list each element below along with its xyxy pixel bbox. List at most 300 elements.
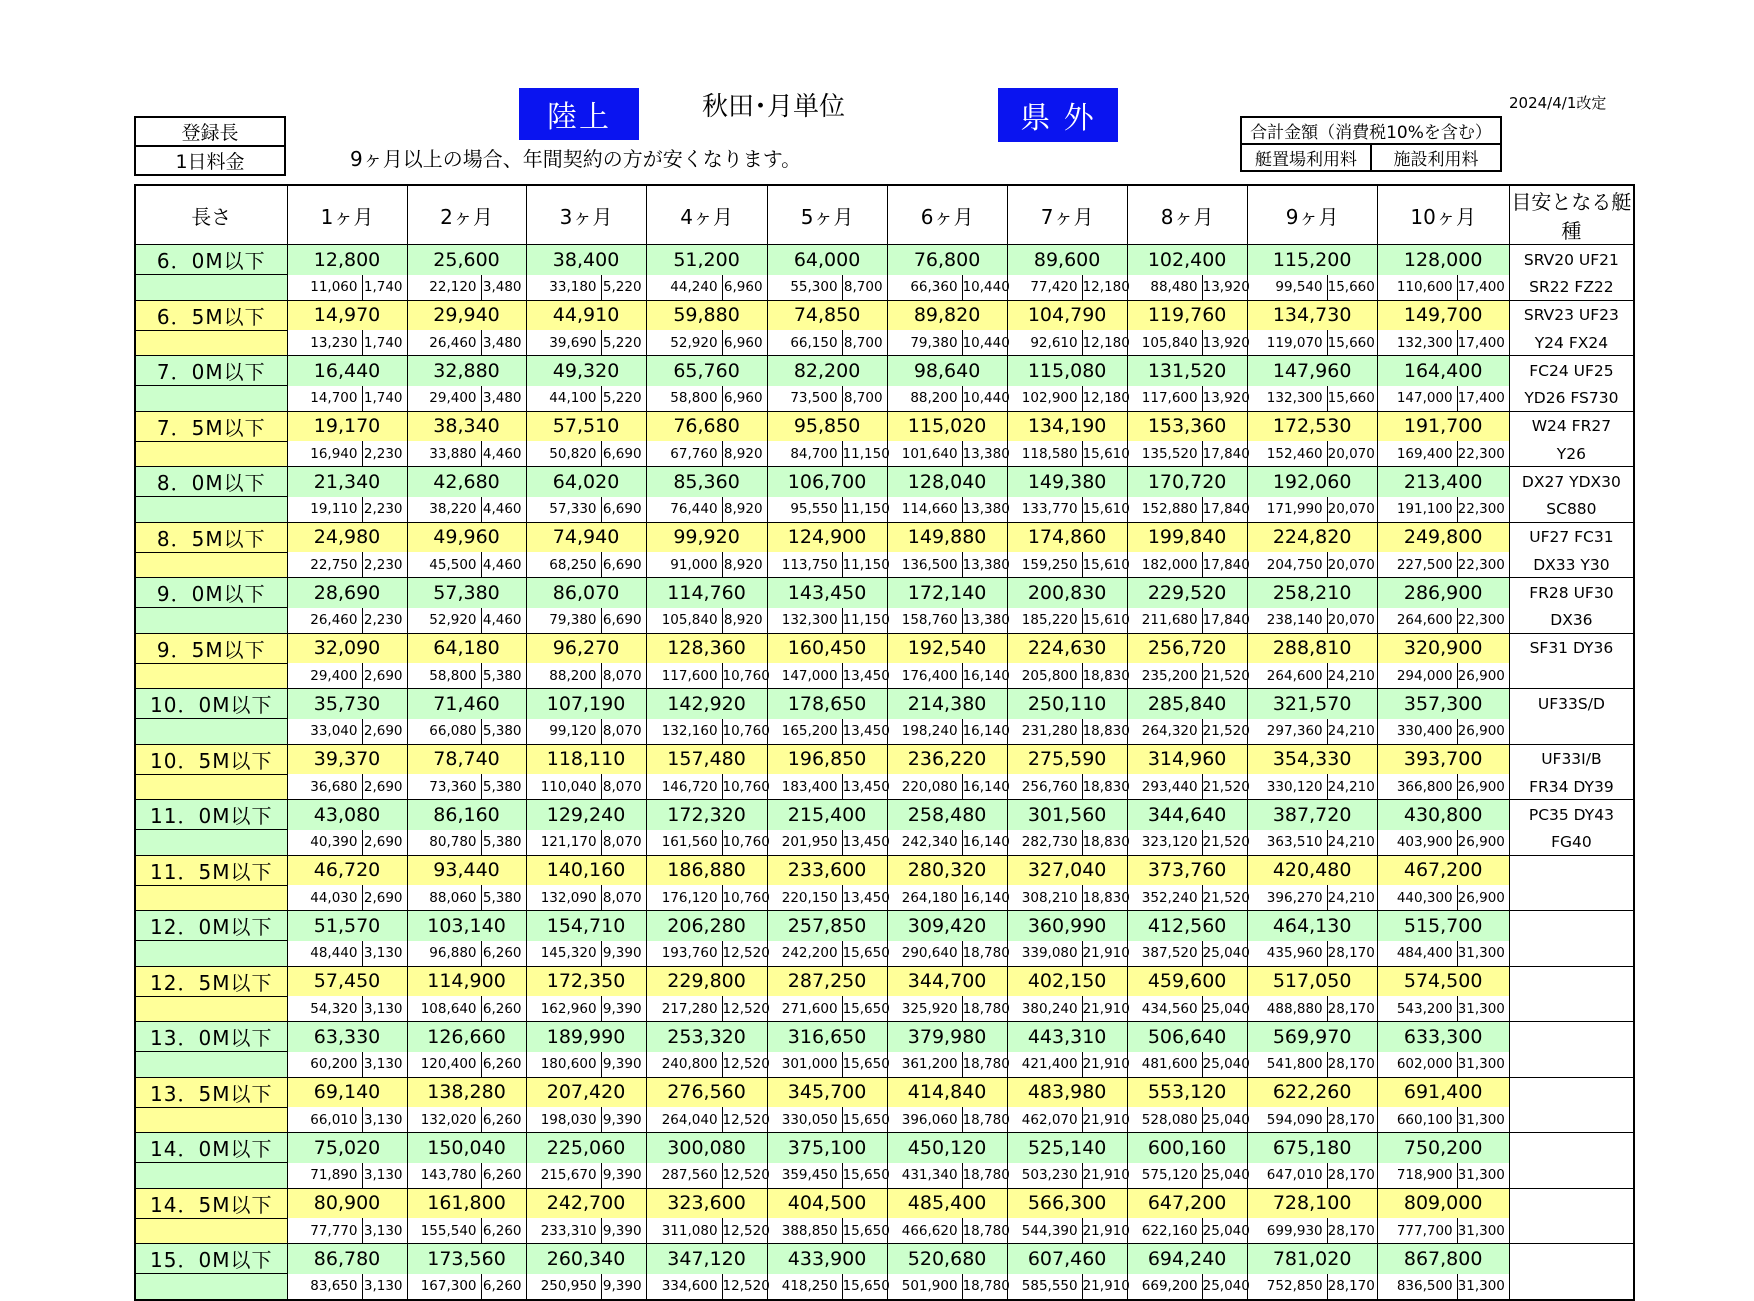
facility-fee-cell: 15,650 <box>842 941 887 967</box>
total-cell: 300,080 <box>646 1133 767 1163</box>
total-cell: 314,960 <box>1127 744 1247 774</box>
berth-fee-cell: 110,040 <box>526 774 601 800</box>
facility-fee-cell: 26,900 <box>1457 719 1509 745</box>
facility-fee-cell: 13,920 <box>1202 386 1247 412</box>
facility-fee-cell: 6,260 <box>481 996 526 1022</box>
facility-fee-cell: 17,840 <box>1202 552 1247 578</box>
total-cell: 114,760 <box>646 578 767 608</box>
total-cell: 38,340 <box>407 411 526 441</box>
berth-fee-cell: 66,010 <box>287 1107 362 1133</box>
length-cell: 13．0M以下 <box>135 1022 287 1052</box>
berth-fee-cell: 264,600 <box>1247 663 1327 689</box>
boat-type-cell: DX36 <box>1509 608 1634 634</box>
facility-fee-cell: 5,380 <box>481 830 526 856</box>
boat-type-cell <box>1509 1133 1634 1163</box>
berth-fee-cell: 33,180 <box>526 275 601 301</box>
table-row <box>135 800 1634 830</box>
total-cell: 154,710 <box>526 911 646 941</box>
berth-fee-cell: 80,780 <box>407 830 481 856</box>
total-cell: 86,070 <box>526 578 646 608</box>
column-header: 6ヶ月 <box>887 185 1007 245</box>
boat-type-cell <box>1509 911 1634 941</box>
facility-fee-cell: 15,660 <box>1327 275 1377 301</box>
total-cell: 115,080 <box>1007 356 1127 386</box>
table-row <box>135 911 1634 941</box>
facility-fee-cell: 8,070 <box>601 663 646 689</box>
facility-fee-cell: 2,690 <box>362 830 407 856</box>
table-row <box>135 1244 1634 1274</box>
length-cell: 11．5M以下 <box>135 855 287 885</box>
berth-fee-cell: 183,400 <box>767 774 842 800</box>
boat-type-cell <box>1509 663 1634 689</box>
berth-fee-cell: 132,020 <box>407 1107 481 1133</box>
total-cell: 142,920 <box>646 689 767 719</box>
total-cell: 285,840 <box>1127 689 1247 719</box>
total-cell: 99,920 <box>646 522 767 552</box>
total-cell: 354,330 <box>1247 744 1377 774</box>
length-sub-cell <box>135 1218 287 1244</box>
berth-fee-cell: 330,400 <box>1377 719 1457 745</box>
total-cell: 115,020 <box>887 411 1007 441</box>
boat-type-cell <box>1509 996 1634 1022</box>
facility-fee-cell: 15,610 <box>1082 552 1127 578</box>
facility-fee-cell: 6,260 <box>481 1163 526 1189</box>
facility-fee-cell: 21,520 <box>1202 885 1247 911</box>
facility-fee-cell: 18,830 <box>1082 885 1127 911</box>
facility-fee-cell: 25,040 <box>1202 1052 1247 1078</box>
facility-fee-cell: 5,380 <box>481 663 526 689</box>
berth-fee-cell: 193,760 <box>646 941 722 967</box>
total-cell: 320,900 <box>1377 633 1509 663</box>
total-cell: 42,680 <box>407 467 526 497</box>
total-cell: 236,220 <box>887 744 1007 774</box>
berth-fee-cell: 88,060 <box>407 885 481 911</box>
total-cell: 157,480 <box>646 744 767 774</box>
facility-fee-cell: 12,520 <box>722 1163 767 1189</box>
facility-fee-cell: 13,450 <box>842 774 887 800</box>
facility-fee-cell: 15,650 <box>842 1274 887 1300</box>
length-sub-cell <box>135 386 287 412</box>
total-cell: 633,300 <box>1377 1022 1509 1052</box>
berth-fee-cell: 622,160 <box>1127 1218 1202 1244</box>
berth-fee-cell: 58,800 <box>407 663 481 689</box>
length-sub-cell <box>135 774 287 800</box>
total-cell: 280,320 <box>887 855 1007 885</box>
total-cell: 51,570 <box>287 911 407 941</box>
berth-fee-cell: 403,900 <box>1377 830 1457 856</box>
column-header: 目安となる艇種 <box>1509 185 1634 245</box>
berth-fee-cell: 133,770 <box>1007 497 1082 523</box>
table-subrow <box>135 497 1634 523</box>
boat-type-cell: Y24 FX24 <box>1509 330 1634 356</box>
berth-fee-cell: 325,920 <box>887 996 962 1022</box>
boat-type-cell: PC35 DY43 <box>1509 800 1634 830</box>
facility-fee-cell: 10,760 <box>722 885 767 911</box>
facility-fee-cell: 6,260 <box>481 1218 526 1244</box>
facility-fee-cell: 5,380 <box>481 885 526 911</box>
facility-fee-cell: 13,450 <box>842 719 887 745</box>
total-cell: 404,500 <box>767 1188 887 1218</box>
total-cell: 172,320 <box>646 800 767 830</box>
facility-fee-cell: 13,380 <box>962 552 1007 578</box>
total-cell: 32,090 <box>287 633 407 663</box>
facility-fee-cell: 22,300 <box>1457 608 1509 634</box>
total-cell: 178,650 <box>767 689 887 719</box>
berth-fee-cell: 220,080 <box>887 774 962 800</box>
facility-fee-cell: 6,260 <box>481 1052 526 1078</box>
table-subrow <box>135 774 1634 800</box>
facility-fee-cell: 6,960 <box>722 330 767 356</box>
berth-fee-cell: 594,090 <box>1247 1107 1327 1133</box>
length-cell: 6．0M以下 <box>135 245 287 275</box>
berth-fee-cell: 132,300 <box>1247 386 1327 412</box>
facility-fee-cell: 18,780 <box>962 941 1007 967</box>
berth-fee-cell: 45,500 <box>407 552 481 578</box>
berth-fee-cell: 380,240 <box>1007 996 1082 1022</box>
boat-type-cell: FG40 <box>1509 830 1634 856</box>
total-cell: 327,040 <box>1007 855 1127 885</box>
berth-fee-cell: 132,300 <box>767 608 842 634</box>
berth-fee-cell: 836,500 <box>1377 1274 1457 1300</box>
total-cell: 750,200 <box>1377 1133 1509 1163</box>
berth-fee-cell: 176,400 <box>887 663 962 689</box>
boat-type-cell: DX33 Y30 <box>1509 552 1634 578</box>
length-cell: 10．0M以下 <box>135 689 287 719</box>
berth-fee-cell: 167,300 <box>407 1274 481 1300</box>
total-cell: 59,880 <box>646 300 767 330</box>
facility-fee-cell: 28,170 <box>1327 941 1377 967</box>
berth-fee-cell: 435,960 <box>1247 941 1327 967</box>
table-row <box>135 633 1634 663</box>
berth-fee-cell: 264,180 <box>887 885 962 911</box>
berth-fee-cell: 48,440 <box>287 941 362 967</box>
facility-fee-cell: 10,440 <box>962 275 1007 301</box>
length-cell: 7．5M以下 <box>135 411 287 441</box>
facility-fee-cell: 15,650 <box>842 996 887 1022</box>
berth-fee-cell: 73,360 <box>407 774 481 800</box>
facility-fee-cell: 31,300 <box>1457 1274 1509 1300</box>
berth-fee-cell: 293,440 <box>1127 774 1202 800</box>
total-cell: 63,330 <box>287 1022 407 1052</box>
land-label: 陸上 <box>519 88 639 140</box>
boat-type-cell: FR28 UF30 <box>1509 578 1634 608</box>
revised-date: 2024/4/1改定 <box>1509 94 1607 112</box>
facility-fee-cell: 6,260 <box>481 1107 526 1133</box>
total-cell: 242,700 <box>526 1188 646 1218</box>
total-cell: 76,800 <box>887 245 1007 275</box>
total-cell: 14,970 <box>287 300 407 330</box>
facility-fee-cell: 31,300 <box>1457 941 1509 967</box>
length-sub-cell <box>135 830 287 856</box>
total-cell: 387,720 <box>1247 800 1377 830</box>
boat-type-cell: Y26 <box>1509 441 1634 467</box>
column-header: 8ヶ月 <box>1127 185 1247 245</box>
berth-fee-cell: 161,560 <box>646 830 722 856</box>
total-cell: 443,310 <box>1007 1022 1127 1052</box>
berth-fee-cell: 66,360 <box>887 275 962 301</box>
facility-fee-cell: 24,210 <box>1327 830 1377 856</box>
facility-fee-cell: 2,230 <box>362 552 407 578</box>
facility-fee-cell: 21,910 <box>1082 996 1127 1022</box>
berth-fee-cell: 752,850 <box>1247 1274 1327 1300</box>
facility-fee-cell: 16,140 <box>962 719 1007 745</box>
berth-fee-cell: 544,390 <box>1007 1218 1082 1244</box>
berth-fee-cell: 339,080 <box>1007 941 1082 967</box>
berth-fee-cell: 250,950 <box>526 1274 601 1300</box>
facility-fee-cell: 6,690 <box>601 497 646 523</box>
table-row <box>135 411 1634 441</box>
facility-fee-cell: 21,910 <box>1082 1107 1127 1133</box>
length-cell: 13．5M以下 <box>135 1077 287 1107</box>
facility-fee-cell: 9,390 <box>601 1163 646 1189</box>
length-sub-cell <box>135 497 287 523</box>
total-cell: 76,680 <box>646 411 767 441</box>
total-cell: 138,280 <box>407 1077 526 1107</box>
facility-fee-cell: 5,380 <box>481 719 526 745</box>
table-subrow <box>135 441 1634 467</box>
total-cell: 82,200 <box>767 356 887 386</box>
total-cell: 215,400 <box>767 800 887 830</box>
berth-fee-cell: 543,200 <box>1377 996 1457 1022</box>
berth-fee-cell: 575,120 <box>1127 1163 1202 1189</box>
total-cell: 160,450 <box>767 633 887 663</box>
total-cell: 483,980 <box>1007 1077 1127 1107</box>
facility-fee-cell: 2,690 <box>362 663 407 689</box>
length-sub-cell <box>135 885 287 911</box>
total-cell: 224,630 <box>1007 633 1127 663</box>
total-cell: 119,760 <box>1127 300 1247 330</box>
boat-type-cell: DX27 YDX30 <box>1509 467 1634 497</box>
facility-fee-cell: 16,140 <box>962 663 1007 689</box>
facility-fee-cell: 16,140 <box>962 885 1007 911</box>
facility-fee-cell: 31,300 <box>1457 996 1509 1022</box>
berth-fee-cell: 159,250 <box>1007 552 1082 578</box>
berth-fee-cell: 180,600 <box>526 1052 601 1078</box>
boat-type-cell <box>1509 966 1634 996</box>
berth-fee-cell: 84,700 <box>767 441 842 467</box>
berth-fee-cell: 669,200 <box>1127 1274 1202 1300</box>
facility-fee-cell: 9,390 <box>601 941 646 967</box>
facility-fee-cell: 15,650 <box>842 1052 887 1078</box>
table-row <box>135 855 1634 885</box>
berth-fee-cell: 67,760 <box>646 441 722 467</box>
table-row <box>135 300 1634 330</box>
berth-fee-cell: 205,800 <box>1007 663 1082 689</box>
facility-fee-cell: 3,130 <box>362 1274 407 1300</box>
table-row <box>135 966 1634 996</box>
registered-length-label: 登録長 <box>135 117 285 146</box>
berth-fee-cell: 330,120 <box>1247 774 1327 800</box>
berth-fee-cell: 40,390 <box>287 830 362 856</box>
berth-fee-cell: 91,000 <box>646 552 722 578</box>
facility-fee-cell: 2,230 <box>362 608 407 634</box>
boat-type-cell <box>1509 1107 1634 1133</box>
facility-fee-cell: 21,520 <box>1202 774 1247 800</box>
total-cell: 126,660 <box>407 1022 526 1052</box>
total-cell: 375,100 <box>767 1133 887 1163</box>
berth-fee-cell: 171,990 <box>1247 497 1327 523</box>
total-cell: 43,080 <box>287 800 407 830</box>
total-cell: 102,400 <box>1127 245 1247 275</box>
facility-fee-cell: 5,220 <box>601 330 646 356</box>
facility-fee-cell: 9,390 <box>601 996 646 1022</box>
total-cell: 186,880 <box>646 855 767 885</box>
total-cell: 485,400 <box>887 1188 1007 1218</box>
berth-fee-cell: 26,460 <box>287 608 362 634</box>
berth-fee-cell: 58,800 <box>646 386 722 412</box>
column-header: 7ヶ月 <box>1007 185 1127 245</box>
total-cell: 147,960 <box>1247 356 1377 386</box>
table-subrow <box>135 1052 1634 1078</box>
berth-fee-cell: 158,760 <box>887 608 962 634</box>
berth-fee-cell: 44,100 <box>526 386 601 412</box>
berth-fee-cell: 308,210 <box>1007 885 1082 911</box>
facility-fee-cell: 10,760 <box>722 719 767 745</box>
berth-fee-cell: 311,080 <box>646 1218 722 1244</box>
total-cell: 515,700 <box>1377 911 1509 941</box>
facility-fee-cell: 18,780 <box>962 1163 1007 1189</box>
berth-fee-cell: 79,380 <box>887 330 962 356</box>
total-cell: 149,700 <box>1377 300 1509 330</box>
berth-fee-cell: 152,460 <box>1247 441 1327 467</box>
total-cell: 344,700 <box>887 966 1007 996</box>
berth-fee-cell: 83,650 <box>287 1274 362 1300</box>
total-cell: 189,990 <box>526 1022 646 1052</box>
facility-fee-cell: 8,920 <box>722 552 767 578</box>
facility-fee-cell: 4,460 <box>481 497 526 523</box>
total-cell: 93,440 <box>407 855 526 885</box>
facility-fee-cell: 13,380 <box>962 608 1007 634</box>
berth-fee-cell: 19,110 <box>287 497 362 523</box>
berth-fee-cell: 147,000 <box>767 663 842 689</box>
total-cell: 517,050 <box>1247 966 1377 996</box>
total-cell: 44,910 <box>526 300 646 330</box>
facility-fee-cell: 3,480 <box>481 275 526 301</box>
berth-fee-cell: 528,080 <box>1127 1107 1202 1133</box>
facility-fee-cell: 6,260 <box>481 941 526 967</box>
facility-fee-cell: 24,210 <box>1327 719 1377 745</box>
berth-fee-cell: 462,070 <box>1007 1107 1082 1133</box>
length-cell: 14．0M以下 <box>135 1133 287 1163</box>
facility-fee-cell: 15,660 <box>1327 386 1377 412</box>
length-sub-cell <box>135 441 287 467</box>
table-subrow <box>135 608 1634 634</box>
berth-fee-cell: 135,520 <box>1127 441 1202 467</box>
total-cell: 675,180 <box>1247 1133 1377 1163</box>
berth-fee-cell: 418,250 <box>767 1274 842 1300</box>
berth-fee-cell: 660,100 <box>1377 1107 1457 1133</box>
length-sub-cell <box>135 608 287 634</box>
berth-fee-cell: 29,400 <box>407 386 481 412</box>
total-cell: 134,730 <box>1247 300 1377 330</box>
facility-fee-cell: 11,150 <box>842 497 887 523</box>
facility-fee-cell: 11,150 <box>842 552 887 578</box>
legend-facility: 施設利用料 <box>1371 144 1501 171</box>
total-cell: 107,190 <box>526 689 646 719</box>
boat-type-cell: SC880 <box>1509 497 1634 523</box>
total-cell: 301,560 <box>1007 800 1127 830</box>
total-cell: 207,420 <box>526 1077 646 1107</box>
total-cell: 96,270 <box>526 633 646 663</box>
berth-fee-cell: 256,760 <box>1007 774 1082 800</box>
facility-fee-cell: 12,180 <box>1082 386 1127 412</box>
berth-fee-cell: 136,500 <box>887 552 962 578</box>
facility-fee-cell: 13,450 <box>842 663 887 689</box>
total-cell: 206,280 <box>646 911 767 941</box>
facility-fee-cell: 15,610 <box>1082 608 1127 634</box>
berth-fee-cell: 699,930 <box>1247 1218 1327 1244</box>
total-cell: 192,540 <box>887 633 1007 663</box>
facility-fee-cell: 8,070 <box>601 719 646 745</box>
boat-type-cell: FR34 DY39 <box>1509 774 1634 800</box>
facility-fee-cell: 20,070 <box>1327 552 1377 578</box>
berth-fee-cell: 33,880 <box>407 441 481 467</box>
total-cell: 607,460 <box>1007 1244 1127 1274</box>
facility-fee-cell: 17,400 <box>1457 330 1509 356</box>
length-cell: 9．0M以下 <box>135 578 287 608</box>
length-cell: 14．5M以下 <box>135 1188 287 1218</box>
facility-fee-cell: 4,460 <box>481 441 526 467</box>
length-cell: 9．5M以下 <box>135 633 287 663</box>
table-subrow <box>135 330 1634 356</box>
total-cell: 38,400 <box>526 245 646 275</box>
berth-fee-cell: 211,680 <box>1127 608 1202 634</box>
facility-fee-cell: 31,300 <box>1457 1052 1509 1078</box>
boat-type-cell <box>1509 1218 1634 1244</box>
total-cell: 16,440 <box>287 356 407 386</box>
boat-type-cell: UF33S/D <box>1509 689 1634 719</box>
facility-fee-cell: 10,760 <box>722 774 767 800</box>
facility-fee-cell: 31,300 <box>1457 1218 1509 1244</box>
table-subrow <box>135 275 1634 301</box>
facility-fee-cell: 5,380 <box>481 774 526 800</box>
berth-fee-cell: 282,730 <box>1007 830 1082 856</box>
total-cell: 65,760 <box>646 356 767 386</box>
facility-fee-cell: 6,690 <box>601 441 646 467</box>
table-subrow <box>135 996 1634 1022</box>
boat-type-cell <box>1509 1188 1634 1218</box>
facility-fee-cell: 6,960 <box>722 275 767 301</box>
total-cell: 309,420 <box>887 911 1007 941</box>
berth-fee-cell: 52,920 <box>407 608 481 634</box>
berth-fee-cell: 541,800 <box>1247 1052 1327 1078</box>
facility-fee-cell: 6,690 <box>601 552 646 578</box>
total-cell: 809,000 <box>1377 1188 1509 1218</box>
berth-fee-cell: 105,840 <box>1127 330 1202 356</box>
length-sub-cell <box>135 1052 287 1078</box>
berth-fee-cell: 110,600 <box>1377 275 1457 301</box>
column-header: 2ヶ月 <box>407 185 526 245</box>
total-cell: 118,110 <box>526 744 646 774</box>
facility-fee-cell: 24,210 <box>1327 774 1377 800</box>
total-cell: 647,200 <box>1127 1188 1247 1218</box>
berth-fee-cell: 22,750 <box>287 552 362 578</box>
facility-fee-cell: 15,650 <box>842 1163 887 1189</box>
berth-fee-cell: 264,600 <box>1377 608 1457 634</box>
length-cell: 8．5M以下 <box>135 522 287 552</box>
table-subrow <box>135 719 1634 745</box>
facility-fee-cell: 12,520 <box>722 1107 767 1133</box>
table-row <box>135 689 1634 719</box>
length-sub-cell <box>135 663 287 689</box>
facility-fee-cell: 20,070 <box>1327 608 1377 634</box>
boat-type-cell <box>1509 1163 1634 1189</box>
total-cell: 143,450 <box>767 578 887 608</box>
facility-fee-cell: 9,390 <box>601 1107 646 1133</box>
legend-box <box>1240 116 1502 172</box>
facility-fee-cell: 26,900 <box>1457 663 1509 689</box>
table-subrow <box>135 1274 1634 1300</box>
